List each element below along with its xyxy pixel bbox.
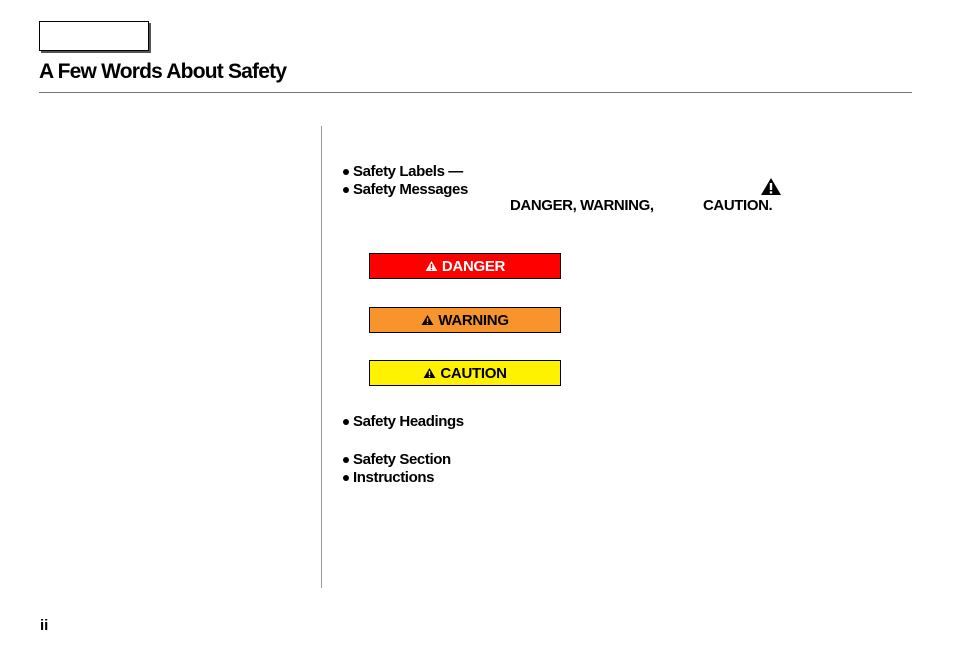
danger-signal-box	[369, 253, 561, 279]
caution-signal-box	[369, 360, 561, 386]
page-title: A Few Words About Safety	[39, 60, 287, 83]
bullet-instructions: Instructions	[353, 469, 435, 486]
bullet-icon	[343, 169, 349, 175]
bullet-icon	[343, 187, 349, 193]
bullet-icon	[343, 475, 349, 481]
signal-words-first: DANGER, WARNING,	[510, 197, 654, 214]
safety-alert-icon	[425, 260, 438, 272]
navigation-button[interactable]	[39, 21, 149, 51]
safety-alert-icon	[423, 367, 436, 379]
page-number: ii	[40, 617, 49, 634]
safety-alert-icon	[421, 314, 434, 326]
warning-signal-box	[369, 307, 561, 333]
safety-alert-icon	[760, 177, 782, 196]
bullet-safety-messages: Safety Messages	[353, 181, 468, 198]
column-divider	[321, 126, 322, 588]
bullet-safety-section: Safety Section	[353, 451, 451, 468]
bullet-icon	[343, 457, 349, 463]
bullet-safety-labels: Safety Labels —	[353, 163, 463, 180]
bullet-icon	[343, 419, 349, 425]
caution-label: CAUTION	[440, 364, 507, 382]
warning-label: WARNING	[438, 311, 509, 329]
signal-words-last: CAUTION.	[703, 197, 773, 214]
bullet-safety-headings: Safety Headings	[353, 413, 464, 430]
danger-label: DANGER	[441, 257, 506, 275]
title-divider	[39, 92, 912, 93]
